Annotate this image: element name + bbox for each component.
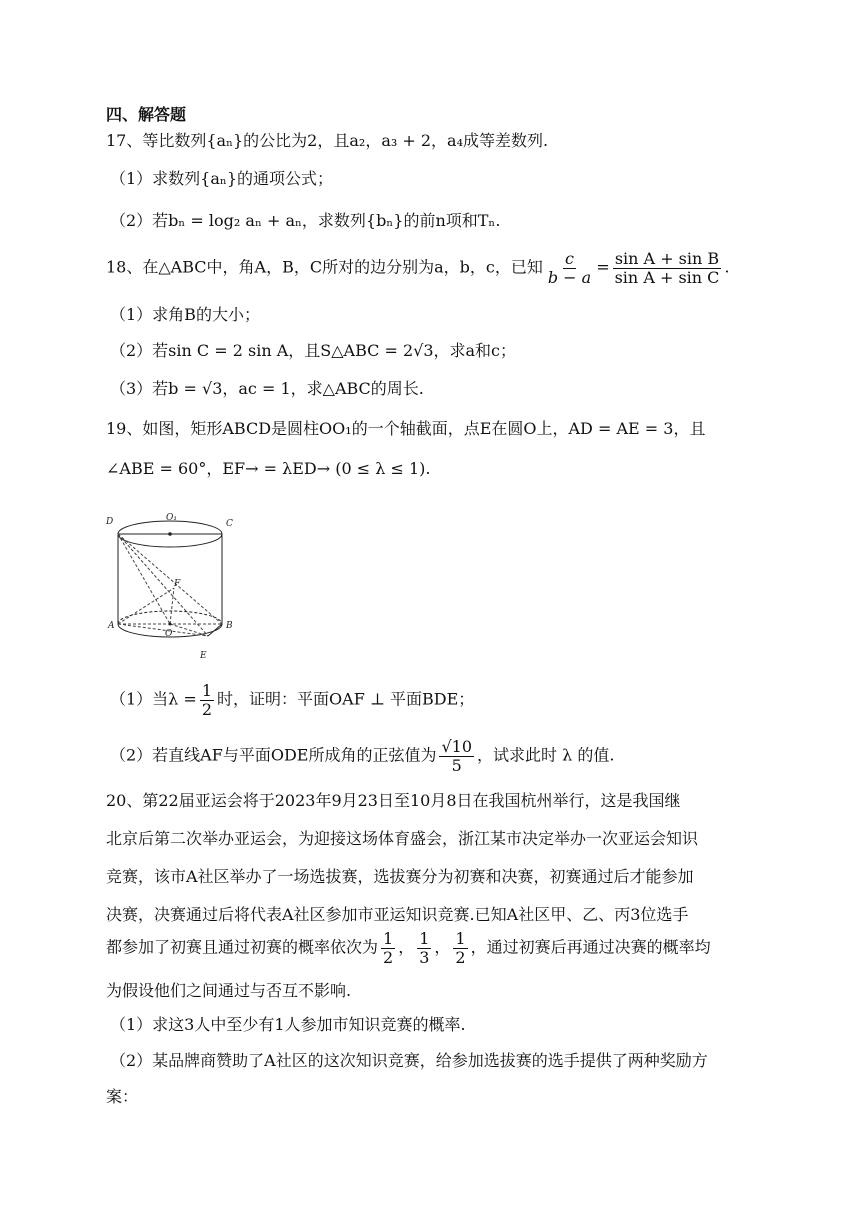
label-d: D xyxy=(106,517,114,527)
q18-frac1-num: c xyxy=(565,249,574,268)
section-title: 四、解答题 xyxy=(106,105,187,124)
label-o: O xyxy=(165,629,173,639)
segment-do xyxy=(118,534,170,624)
label-e: E xyxy=(200,651,207,661)
q18-equals: = xyxy=(596,257,610,277)
q18-stem-text: 18、在△ABC中，角A，B，C所对的边分别为a，b，c，已知 xyxy=(106,257,543,277)
q19-p1-post: 时，证明：平面OAF ⊥ 平面BDE； xyxy=(217,689,475,709)
segment-af xyxy=(118,588,174,624)
q20-line5-pre: 都参加了初赛且通过初赛的概率依次为 xyxy=(106,937,379,957)
q20-frac-3 xyxy=(453,930,467,966)
q20-line6: 为假设他们之间通过与否互不影响. xyxy=(106,981,352,1000)
q20-frac-2 xyxy=(417,930,431,966)
label-o1: O₁ xyxy=(166,513,177,523)
q20-frac2-den: 3 xyxy=(419,947,430,967)
q19-line2: ∠ABE = 60°，EF→ = λED→ (0 ≤ λ ≤ 1). xyxy=(106,459,431,478)
q19-line1: 19、如图，矩形ABCD是圆柱OO₁的一个轴截面，点E在圆O上，AD = AE = 3，且 xyxy=(106,419,706,438)
label-c: C xyxy=(226,519,233,529)
q20-line4: 决赛，决赛通过后将代表A社区参加市亚运知识竞赛.已知A社区甲、乙、丙3位选手 xyxy=(106,905,689,924)
q20-frac3-num: 1 xyxy=(455,929,466,948)
point-o xyxy=(169,623,172,626)
q18-stem xyxy=(106,250,730,286)
q20-line5-post: ，通过初赛后再通过决赛的概率均 xyxy=(470,937,711,957)
q19-p2-num: √10 xyxy=(441,737,473,756)
q20-sep-2: ， xyxy=(434,937,451,957)
q17-part2: （2）若bₙ = log₂ aₙ + aₙ，求数列{bₙ}的前n项和Tₙ. xyxy=(110,211,501,230)
q20-sep-1: ， xyxy=(398,937,415,957)
q20-part2b: 案： xyxy=(106,1087,139,1106)
q20-line3: 竞赛，该市A社区举办了一场选拔赛，选拔赛分为初赛和决赛，初赛通过后才能参加 xyxy=(106,867,694,886)
q18-frac1-den: b − a xyxy=(547,267,592,287)
q20-frac1-num: 1 xyxy=(383,929,394,948)
q20-part2a: （2）某品牌商赞助了A社区的这次知识竞赛，给参加选拔赛的选手提供了两种奖励方 xyxy=(110,1051,708,1070)
point-o1 xyxy=(168,532,172,536)
q20-frac1-den: 2 xyxy=(383,947,394,967)
q20-line5 xyxy=(106,930,711,966)
q18-frac2-den: sin A + sin C xyxy=(614,267,720,287)
label-a: A xyxy=(108,621,115,631)
q17-stem: 17、等比数列{aₙ}的公比为2，且a₂，a₃ + 2，a₄成等差数列. xyxy=(106,131,549,150)
q20-part1: （1）求这3人中至少有1人参加市知识竞赛的概率. xyxy=(110,1015,466,1034)
segment-de xyxy=(118,534,208,636)
q19-p2-post: ，试求此时 λ 的值. xyxy=(477,745,615,765)
q19-part1 xyxy=(110,682,474,718)
q17-part1: （1）求数列{aₙ}的通项公式； xyxy=(110,169,334,188)
cylinder-figure xyxy=(104,508,250,664)
q18-stem-end: . xyxy=(724,257,730,277)
q19-p2-den: 5 xyxy=(451,755,462,775)
q20-frac3-den: 2 xyxy=(455,947,466,967)
q19-p1-fraction xyxy=(200,682,214,718)
q19-p2-pre: （2）若直线AF与平面ODE所成角的正弦值为 xyxy=(110,745,437,765)
q20-line1: 20、第22届亚运会将于2023年9月23日至10月8日在我国杭州举行，这是我国继 xyxy=(106,791,681,810)
q20-line2: 北京后第二次举办亚运会，为迎接这场体育盛会，浙江某市决定举办一次亚运会知识 xyxy=(106,829,699,848)
q18-part1: （1）求角B的大小； xyxy=(110,305,260,324)
label-b: B xyxy=(226,621,233,631)
q19-p1-den: 2 xyxy=(201,699,213,719)
segment-of xyxy=(170,588,174,624)
label-f: F xyxy=(174,579,181,589)
q20-frac2-num: 1 xyxy=(419,929,430,948)
segment-eb xyxy=(208,624,222,636)
q19-p1-pre: （1）当λ = xyxy=(110,689,197,709)
q19-p1-num: 1 xyxy=(201,681,213,700)
q18-fraction-1 xyxy=(546,250,593,286)
q18-fraction-2 xyxy=(613,250,722,286)
q19-part2 xyxy=(110,738,614,774)
q19-p2-fraction xyxy=(439,738,474,774)
q18-part3: （3）若b = √3，ac = 1，求△ABC的周长. xyxy=(110,379,424,398)
q18-frac2-num: sin A + sin B xyxy=(614,249,720,268)
q20-frac-1 xyxy=(381,930,395,966)
q18-part2: （2）若sin C = 2 sin A，且S△ABC = 2√3，求a和c； xyxy=(110,341,517,360)
segment-ae xyxy=(118,624,208,636)
